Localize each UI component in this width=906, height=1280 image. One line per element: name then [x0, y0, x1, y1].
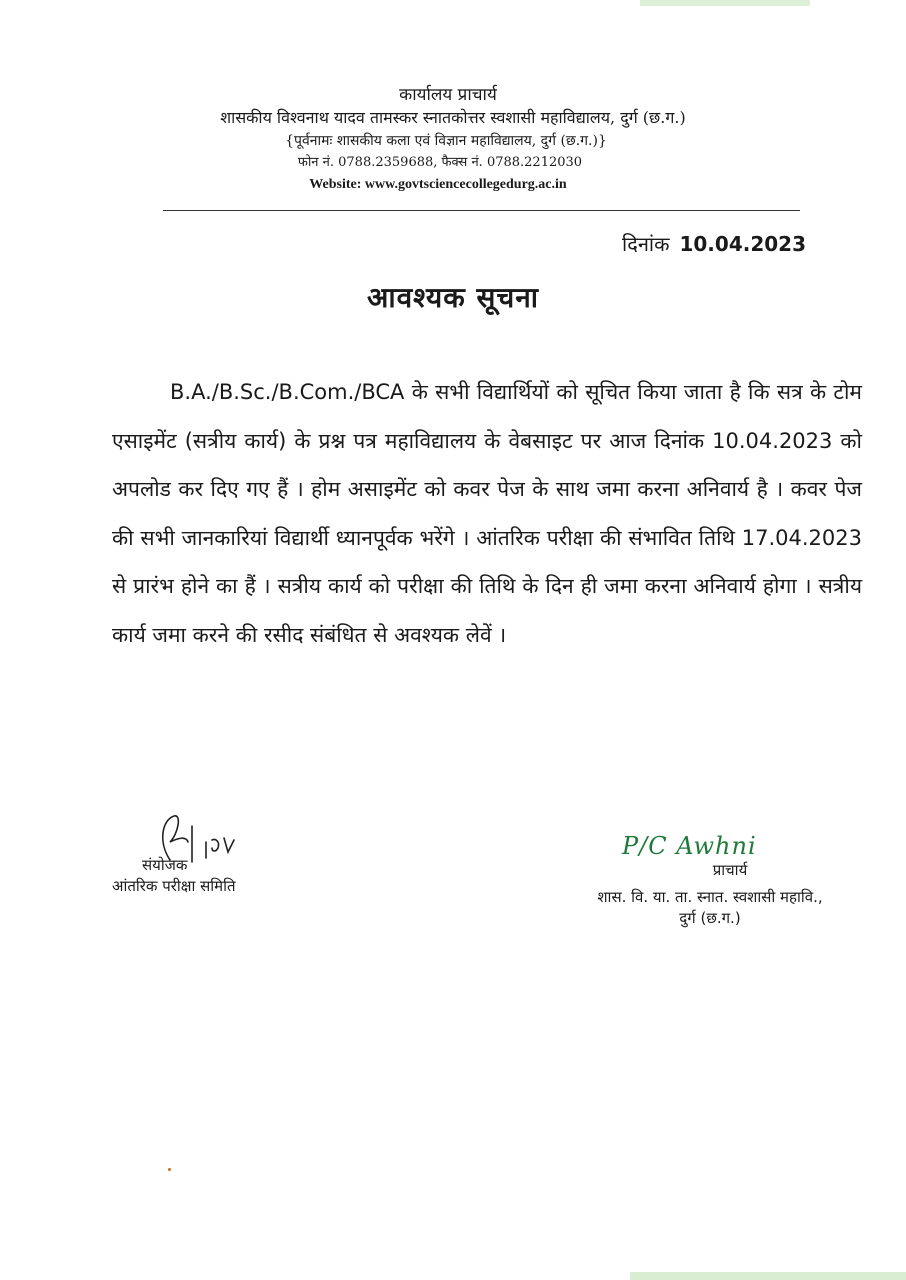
principal-signature: P/C Awhni	[622, 832, 757, 860]
principal-role: प्राचार्य	[712, 861, 748, 879]
notice-body: B.A./B.Sc./B.Com./BCA के सभी विद्यार्थियों को सूचित किया जाता है कि सत्र के टोम एसाइमेंट (सत्रीय कार्य) के प्रश्न पत्र महाविद्यालय के वेबसाइट पर आज दिनांक 10.04.2023 को अपलोड कर दिए गए हैं । होम असाइमेंट को कवर पेज के साथ जमा करना अनिवार्य है । कवर पेज की सभी जानकारियां विद्यार्थी ध्यानपूर्वक भरेंगे । आंतरिक परीक्षा की संभावित तिथि 17.04.2023 से प्रारंभ होने का हैं । सत्रीय कार्य को परीक्षा की तिथि के दिन ही जमा करना अनिवार्य होगा । सत्रीय कार्य जमा करने की रसीद संबंधित से अवश्यक लेवें ।	[112, 380, 862, 647]
coordinator-role: संयोजक	[142, 856, 188, 874]
principal-block	[560, 860, 860, 929]
institution-line-1: शास. वि. या. ता. स्नात. स्वशासी महावि.,	[597, 888, 823, 906]
date-value: 10.04.2023	[679, 232, 806, 256]
notice-date	[622, 230, 806, 257]
committee-name: आंतरिक परीक्षा समिति	[112, 877, 236, 895]
college-name: शासकीय विश्वनाथ यादव तामस्कर स्नातकोत्तर स्वशासी महाविद्यालय, दुर्ग (छ.ग.)	[220, 108, 686, 127]
scan-edge-tint	[640, 0, 810, 6]
former-name: {पूर्वनामः शासकीय कला एवं विज्ञान महाविद्यालय, दुर्ग (छ.ग.)}	[285, 133, 607, 149]
header-divider	[163, 210, 800, 211]
contact-info: फोन नं. 0788.2359688, फैक्स नं. 0788.2212030	[297, 155, 583, 170]
scan-edge-tint-bottom	[630, 1272, 906, 1280]
scan-speck	[168, 1168, 171, 1171]
notice-title: आवश्यक सूचना	[366, 281, 540, 314]
date-label: दिनांक	[622, 232, 670, 256]
coordinator-block	[112, 855, 236, 897]
office-name: कार्यालय प्राचार्य	[399, 85, 497, 105]
letterhead	[0, 84, 906, 196]
website-link: Website: www.govtsciencecollegedurg.ac.in	[309, 177, 567, 192]
institution-line-2: दुर्ग (छ.ग.)	[679, 909, 741, 927]
